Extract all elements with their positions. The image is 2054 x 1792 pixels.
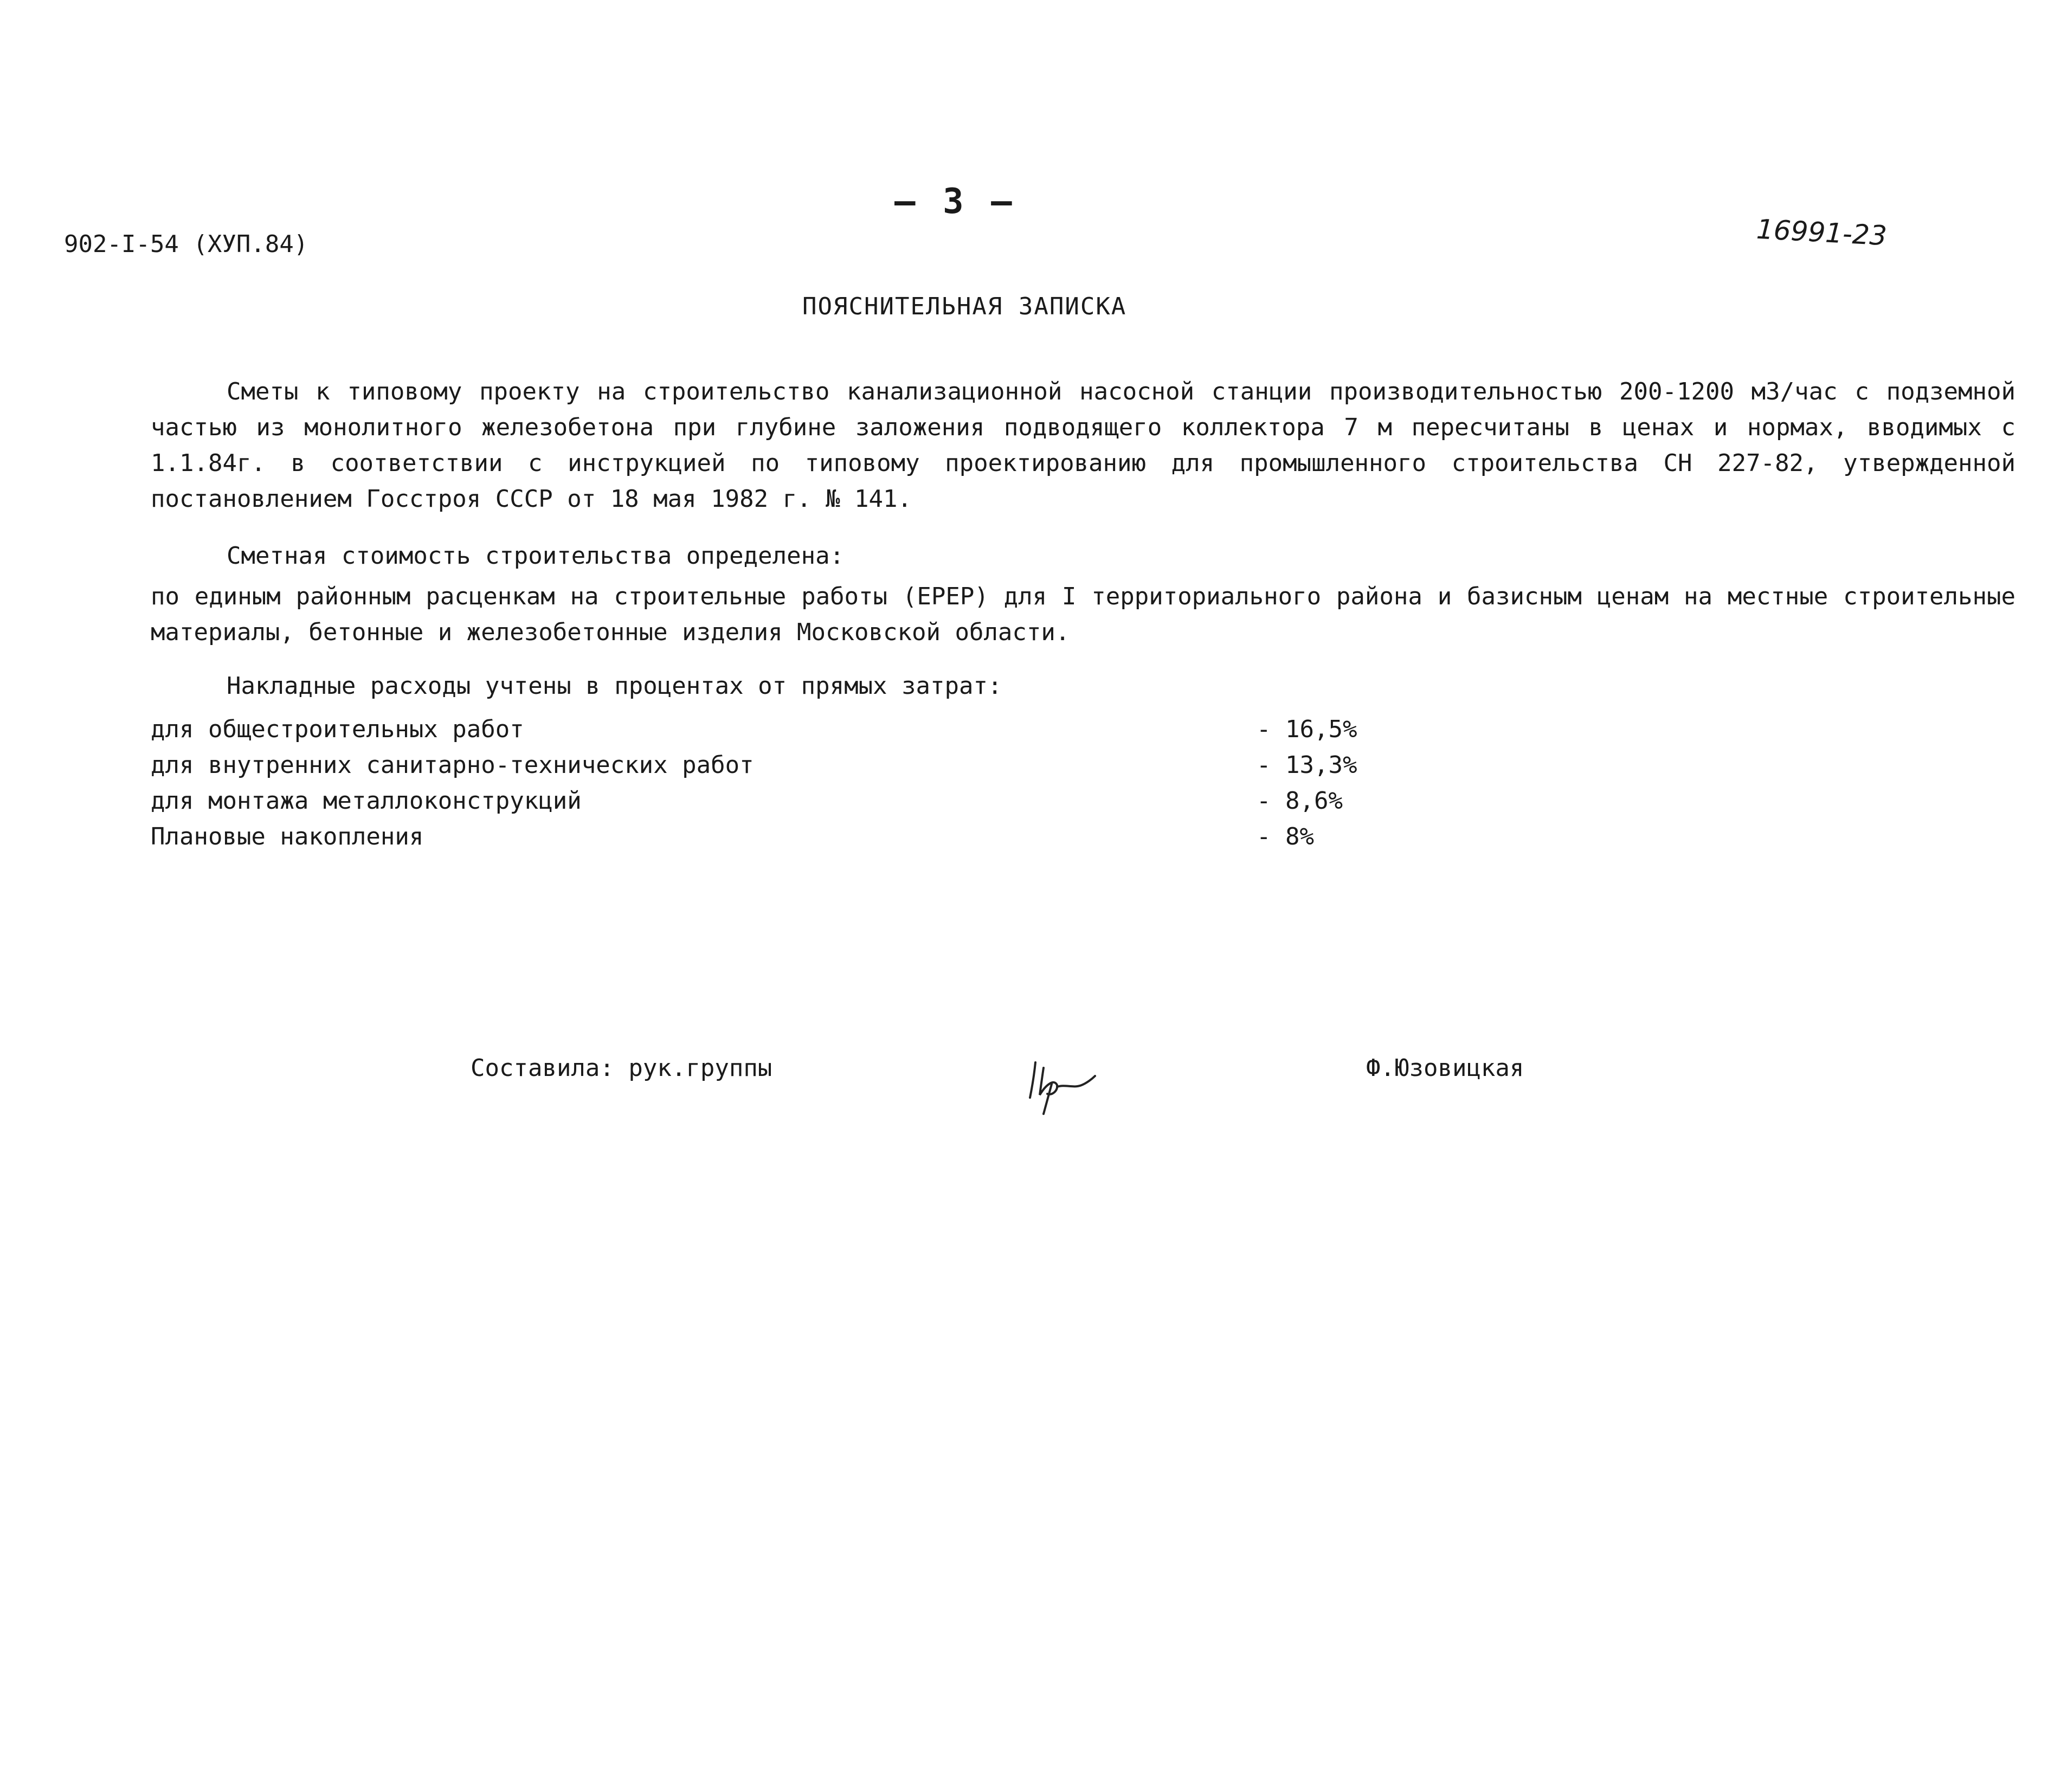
paragraph-estimates-text: Сметы к типовому проекту на строительство канализационной насосной станции производительностью 200-1200 м3/час с подземной частью из монолитного железобетона при глубине заложения подводящего коллектора 7 м пересчитаны в ценах и нормах, вводимых с 1.1.84г. в соответствии с инструкцией по типовому проектированию для промышленного строительства СН 227-82, утвержденной постановлением Госстроя СССР от 18 мая 1982 г. № 141. <box>151 378 2016 513</box>
paragraph-cost-intro: Сметная стоимость строительства определена: <box>227 542 845 570</box>
list-item <box>151 715 1398 751</box>
paragraph-overhead-intro: Накладные расходы учтены в процентах от прямых затрат: <box>227 672 1002 700</box>
handwritten-signature <box>1014 1046 1100 1117</box>
rate-value: - 13,3% <box>1257 751 1357 779</box>
signer-name: Ф.Юзовицкая <box>1366 1054 1524 1082</box>
rate-label: для внутренних санитарно-технических работ <box>151 751 754 779</box>
list-item <box>151 787 1398 823</box>
document-title: ПОЯСНИТЕЛЬНАЯ ЗАПИСКА <box>802 293 1127 320</box>
list-item <box>151 823 1398 859</box>
rate-value: - 8,6% <box>1257 787 1343 815</box>
compiled-by-label: Составила: рук.группы <box>471 1054 772 1082</box>
rate-label: для монтажа металлоконструкций <box>151 787 582 815</box>
list-item <box>151 751 1398 787</box>
overhead-rates-list <box>151 715 1398 859</box>
paragraph-cost-body-text: по единым районным расценкам на строительные работы (ЕРЕР) для I территориального района и базисным ценам на местные строительные материалы, бетонные и железобетонные изделия Московской области. <box>151 583 2016 646</box>
rate-value: - 16,5% <box>1257 715 1357 743</box>
page-number: — 3 — <box>894 182 1015 222</box>
archive-number: 16991-23 <box>1755 213 1888 252</box>
paragraph-estimates <box>151 374 2016 517</box>
doc-code: 902-I-54 (XУП.84) <box>64 230 308 258</box>
rate-label: Плановые накопления <box>151 823 424 850</box>
paragraph-cost-body <box>151 579 2016 650</box>
rate-value: - 8% <box>1257 823 1314 850</box>
rate-label: для общестроительных работ <box>151 715 524 743</box>
